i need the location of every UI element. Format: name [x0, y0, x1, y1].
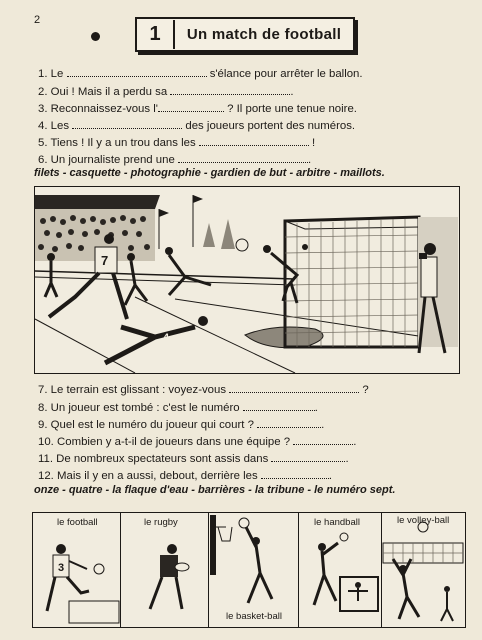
page-number: 2 — [34, 14, 41, 26]
lesson-title: Un match de football — [186, 26, 342, 43]
question-3: 3. Reconnaissez-vous l' ? Il porte une tenue noire. — [38, 103, 357, 115]
answer-blank-11[interactable] — [271, 451, 345, 462]
word-bank-1: filets - casquette - photographie - gardien de but - arbitre - maillots. — [34, 167, 385, 179]
question-11: 11. De nombreux spectateurs sont assis dans . — [38, 453, 349, 465]
question-4: 4. Les des joueurs portent des numéros. — [38, 120, 356, 132]
question-9: 9. Quel est le numéro du joueur qui court ? . — [38, 419, 325, 431]
answer-blank-7[interactable] — [229, 382, 359, 393]
question-10: 10. Combien y a-t-il de joueurs dans une équipe ? . — [38, 436, 357, 448]
question-1: 1. Le s'élance pour arrêter le ballon. — [38, 68, 363, 80]
question-7: 7. Le terrain est glissant : voyez-vous ? — [38, 384, 369, 396]
question-5: 5. Tiens ! Il y a un trou dans les ! — [38, 137, 316, 149]
fallen-jersey-number: 4 — [163, 332, 170, 344]
sport-label-volleyball: le volley-ball — [397, 515, 450, 526]
sport-label-basketball: le basket-ball — [226, 611, 282, 622]
answer-blank-8[interactable] — [243, 400, 315, 411]
runner-jersey-number: 7 — [101, 253, 109, 268]
question-12: 12. Mais il y en a aussi, debout, derrière les . — [38, 470, 333, 482]
question-2: 2. Oui ! Mais il a perdu sa . — [38, 86, 294, 98]
sport-panel-rugby — [120, 513, 209, 627]
sport-label-handball: le handball — [314, 517, 360, 528]
lesson-number: 1 — [137, 20, 175, 49]
question-8: 8. Un joueur est tombé : c'est le numéro . — [38, 402, 318, 414]
answer-blank-6[interactable] — [178, 152, 308, 163]
question-6: 6. Un journaliste prend une . — [38, 154, 312, 166]
answer-blank-12[interactable] — [261, 468, 329, 479]
sport-panel-volleyball — [381, 513, 465, 627]
sport-panel-basketball — [208, 513, 299, 627]
football-jersey-number: 3 — [58, 562, 65, 574]
football-match-illustration — [34, 186, 460, 374]
sports-panel-strip — [32, 512, 466, 628]
answer-blank-1[interactable] — [67, 66, 207, 77]
word-bank-2: onze - quatre - la flaque d'eau - barrières - la tribune - le numéro sept. — [34, 484, 396, 496]
answer-blank-4[interactable] — [72, 118, 182, 129]
sport-panel-handball — [298, 513, 382, 627]
answer-blank-9[interactable] — [257, 417, 321, 428]
answer-blank-2[interactable] — [170, 84, 290, 95]
bullet-dot — [91, 32, 100, 41]
answer-blank-10[interactable] — [293, 434, 353, 445]
sport-label-football: le football — [57, 517, 98, 528]
lesson-title-box — [135, 17, 355, 52]
sport-label-rugby: le rugby — [144, 517, 178, 528]
answer-blank-3[interactable] — [158, 101, 224, 112]
sport-panel-football — [33, 513, 121, 627]
answer-blank-5[interactable] — [199, 135, 309, 146]
